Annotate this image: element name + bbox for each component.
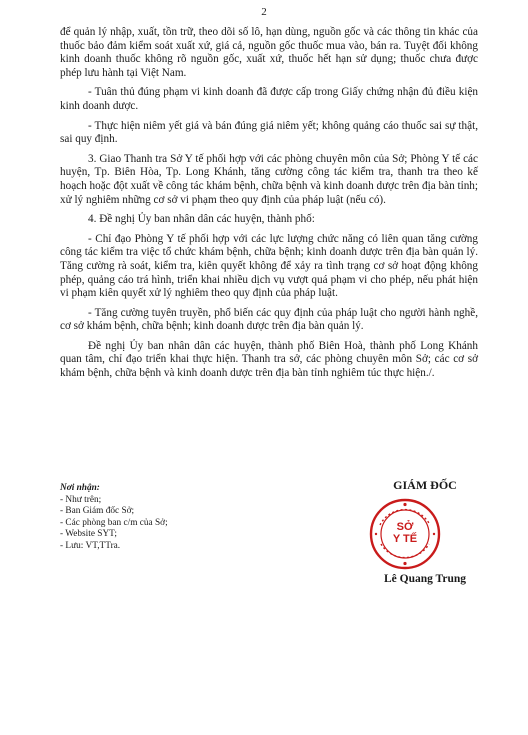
paragraph-propaganda: - Tăng cường tuyên truyền, phổ biến các quy định của pháp luật cho người hành nghề, cơ sở khám bệnh, chữa bệnh; kinh doanh dược trên địa bàn quản lý. (60, 306, 478, 333)
recipients-title: Nơi nhận: (60, 483, 100, 493)
paragraph-continuation: để quản lý nhập, xuất, tồn trữ, theo dõi số lô, hạn dùng, nguồn gốc và các thông tin khác của thuốc bảo đảm kiểm soát xuất xứ, giá cả, nguồn gốc thuốc mua vào, bán ra. Tuyệt đối không kinh doanh thuốc không rõ nguồn gốc, xuất xứ, thuốc hết hạn sử dụng; thuốc chưa được phép lưu hành tại Việt Nam. (60, 26, 478, 79)
paragraph-closing: Đề nghị Ủy ban nhân dân các huyện, thành phố Biên Hoà, thành phố Long Khánh quan tâm, chỉ đạo triển khai thực hiện. Thanh tra sở, các phòng chuyên môn Sở; các cơ sở khám bệnh, chữa bệnh và kinh doanh dược trên địa bàn tỉnh nghiêm túc thực hiện./. (60, 339, 478, 380)
seal-name: SỞ Y TẾ (392, 521, 418, 545)
recipient-line: - Website SYT; (60, 529, 117, 540)
document-body (60, 26, 478, 387)
recipient-line: - Các phòng ban c/m của Sở; (60, 517, 168, 528)
paragraph-direct-health-office: - Chỉ đạo Phòng Y tế phối hợp với các lực lượng chức năng có liên quan tăng cường công tác kiểm tra việc tổ chức khám bệnh, chữa bệnh; kinh doanh dược trên địa bàn quản lý. Tăng cường rà soát, kiểm tra, kiên quyết không để xảy ra tình trạng cơ sở hoạt động không phép, quảng cáo trá hình, triển khai nhiều dịch vụ vượt quá phạm vi cho phép, nếu phát hiện vi phạm kiên quyết xử lý nghiêm theo quy định của pháp luật. (60, 232, 478, 300)
paragraph-pricing: - Thực hiện niêm yết giá và bán đúng giá niêm yết; không quảng cáo thuốc sai sự thật, sai quy định. (60, 119, 478, 146)
paragraph-scope: - Tuân thủ đúng phạm vi kinh doanh đã được cấp trong Giấy chứng nhận đủ điều kiện kinh doanh dược. (60, 86, 478, 112)
signature-title: GIÁM ĐỐC (393, 478, 457, 492)
page-number: 2 (261, 6, 267, 18)
signatory-name: Lê Quang Trung (383, 573, 467, 585)
recipient-line: - Lưu: VT,TTra. (60, 540, 121, 551)
official-seal (368, 497, 442, 571)
recipients-block (60, 483, 280, 553)
paragraph-item-3: 3. Giao Thanh tra Sở Y tế phối hợp với các phòng chuyên môn của Sở; Phòng Y tế các huyện, Tp. Biên Hòa, Tp. Long Khánh, tăng cường công tác kiểm tra, thanh tra theo kế hoạch hoặc đột xuất về công tác khám bệnh, chữa bệnh và kinh doanh dược trên địa bàn tỉnh; xử lý nghiêm những cơ sở vi phạm theo quy định của pháp luật (nếu có). (60, 152, 478, 206)
paragraph-item-4: 4. Đề nghị Ủy ban nhân dân các huyện, thành phố: (88, 213, 315, 226)
recipient-line: - Như trên; (60, 494, 102, 505)
recipient-line: - Ban Giám đốc Sở; (60, 506, 135, 517)
signature-block (330, 478, 480, 585)
